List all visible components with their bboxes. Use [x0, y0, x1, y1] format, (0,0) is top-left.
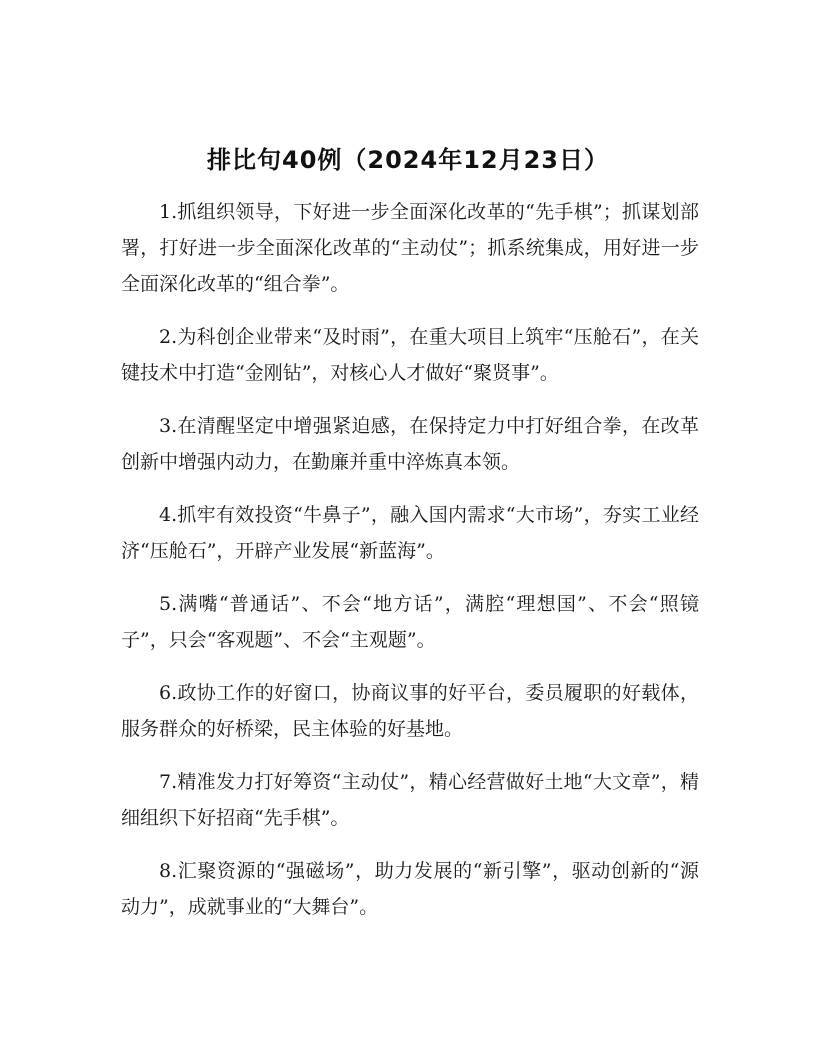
paragraph-3: 3.在清醒坚定中增强紧迫感，在保持定力中打好组合拳，在改革创新中增强内动力，在勤廉并重中淬炼真本领。	[121, 415, 699, 473]
paragraph-6: 6.政协工作的好窗口，协商议事的好平台，委员履职的好载体，服务群众的好桥梁，民主体验的好基地。	[121, 682, 699, 740]
paragraph-5: 5.满嘴“普通话”、不会“地方话”，满腔“理想国”、不会“照镜子”，只会“客观题”、不会“主观题”。	[121, 593, 699, 651]
paragraph-4: 4.抓牢有效投资“牛鼻子”，融入国内需求“大市场”，夯实工业经济“压舱石”，开辟产业发展“新蓝海”。	[121, 504, 699, 562]
paragraph-1: 1.抓组织领导，下好进一步全面深化改革的“先手棋”；抓谋划部署，打好进一步全面深化改革的“主动仗”；抓系统集成，用好进一步全面深化改革的“组合拳”。	[121, 201, 699, 295]
page-title: 排比句40例（2024年12月23日）	[207, 146, 609, 174]
paragraph-7: 7.精准发力打好筹资“主动仗”，精心经营做好土地“大文章”，精细组织下好招商“先手棋”。	[121, 771, 699, 829]
document-body	[121, 194, 699, 942]
paragraph-2: 2.为科创企业带来“及时雨”，在重大项目上筑牢“压舱石”，在关键技术中打造“金刚钻”，对核心人才做好“聚贤事”。	[121, 326, 699, 384]
paragraph-8: 8.汇聚资源的“强磁场”，助力发展的“新引擎”，驱动创新的“源动力”，成就事业的“大舞台”。	[121, 860, 699, 918]
